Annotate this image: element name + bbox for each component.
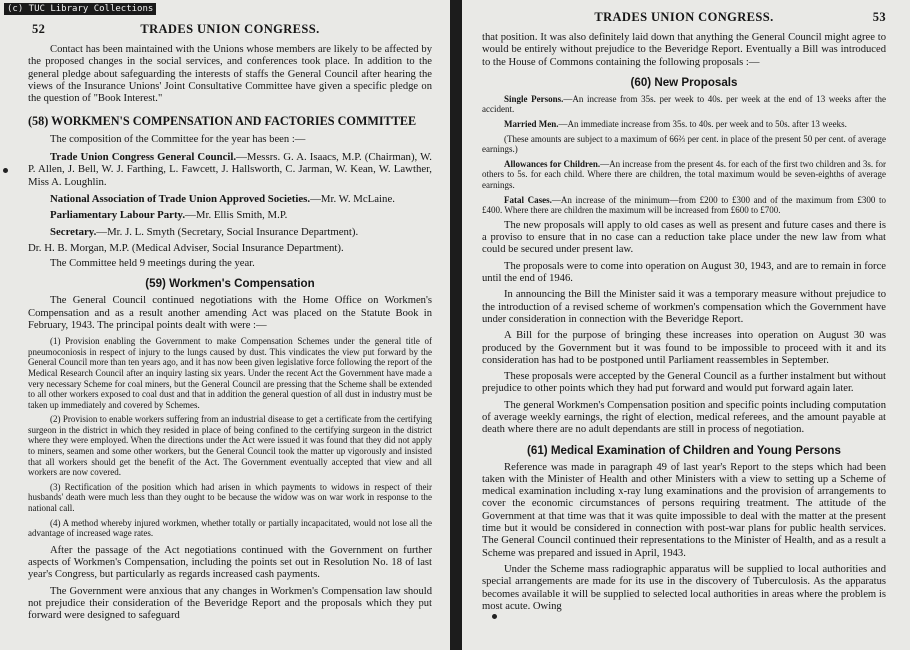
point-3: (3) Rectification of the position which had arisen in which payments to widows in respect of their husbands' death were much less than they ought to be because the widow was on war work in response to the national call.	[28, 481, 432, 514]
print-speck	[492, 614, 497, 619]
reference-paragraph: Reference was made in paragraph 49 of last year's Report to the steps which had been taken with the Minister of Health and other Ministers with a view to setting up a Scheme of medical examination including x-ray lung examinations and the provision of arrangements to cover the economic circumstances of persons requiring treatment. The attitude of the Government at that time was that it was quite impossible to deal with the matter at the present time but it would be considered in connection with post-war plans for public health services. The General Council continued their representations to the Minister of Health, and as a result a Scheme was prepared and issued in April, 1943.	[482, 461, 886, 559]
children-label: Allowances for Children.	[504, 158, 601, 169]
plp-label: Parliamentary Labour Party.	[50, 209, 186, 222]
running-head-title-left: TRADES UNION CONGRESS.	[140, 22, 320, 36]
naos-members: —Mr. W. McLaine.	[310, 192, 395, 205]
tucgc-label: Trade Union Congress General Council.	[50, 150, 237, 163]
continuation-paragraph: that position. It was also definitely laid down that anything the General Council might agree to would be entirely without prejudice to the Beveridge Report. Eventually a Bill was introduced to the House of Commons containing the following proposals :—	[482, 32, 886, 68]
announcing-paragraph: In announcing the Bill the Minister said it was a temporary measure without prejudice to the introduction of a revised scheme of workmen's compensation which the Government have under consideration in connection with the Beveridge Report.	[482, 289, 886, 325]
point-2: (2) Provision to enable workers suffering from an industrial disease to get a certificate from the certifying surgeon in the district in which they resided in place of being confined to the certifying surgeon in the district where they were employed. When the directions under the Act were issued it was found that they did not apply to miners, seamen and some other workers, but the General Council took the matter up vigorously and insisted that all workers should get the benefit of the Act. The Government eventually accepted that view and all workers are now covered.	[28, 414, 432, 478]
point-4: (4) A method whereby injured workmen, whether totally or partially incapacitated, would not lose all the advantage of increased wage rates.	[28, 517, 432, 539]
scheme-paragraph: Under the Scheme mass radiographic apparatus will be supplied to local authorities and special arrangements are made for its use in the discovery of Tuberculosis. As the apparatus becomes available it will be supplied to selected local authorities in areas where the problem is most acute. Owing	[482, 563, 886, 612]
section-60-heading: (60) New Proposals	[630, 75, 738, 89]
secretary-members: —Mr. J. L. Smyth (Secretary, Social Insurance Department).	[96, 225, 359, 238]
accepted-paragraph: These proposals were accepted by the General Council as a further instalment but without prejudice to other points which they had put forward and would put forward again later.	[482, 371, 886, 395]
page-number-left: 52	[32, 22, 46, 36]
composition-line: The composition of the Committee for the year has been :—	[50, 134, 306, 146]
tucgc-members: —Messrs. G. A. Isaacs, M.P. (Chairman), W. P. Allen, J. Bell, W. J. Farthing, L. Fawcett, J. Hallsworth, C. Jarman, W. Kean, W. Lawther, Miss A. Loughlin.	[28, 150, 433, 188]
proposal-children	[482, 159, 886, 191]
single-persons-label: Single Persons.	[504, 93, 564, 104]
member-group-plp	[28, 209, 432, 222]
running-head-left	[28, 22, 432, 38]
secretary-label: Secretary.	[50, 225, 97, 238]
single-persons-text: —An increase from 35s. per week to 40s. per week at the end of 13 weeks after the accident.	[482, 93, 886, 115]
naos-label: National Association of Trade Union Approved Societies.	[50, 192, 311, 205]
section-61-heading: (61) Medical Examination of Children and Young Persons	[527, 443, 841, 457]
married-men-note: (These amounts are subject to a maximum of 66⅔ per cent. in place of the present 50 per cent. of average earnings.)	[482, 133, 886, 155]
section-59-heading: (59) Workmen's Compensation	[145, 277, 315, 291]
right-page	[462, 0, 910, 650]
copyright-watermark: (c) TUC Library Collections	[4, 3, 156, 15]
member-group-secretary	[28, 226, 432, 239]
left-page	[0, 0, 450, 650]
proposal-single-persons	[482, 94, 886, 115]
print-speck	[3, 168, 8, 173]
proposal-married-men	[482, 119, 886, 130]
apply-paragraph: The new proposals will apply to old cases as well as present and future cases and there is a proviso to ensure that in no case can a reduction take place under the new law from what could be secured under present law.	[482, 219, 886, 256]
married-men-text: —An immediate increase from 35s. to 40s. per week and to 50s. after 13 weeks.	[558, 119, 847, 130]
section-58-heading: (58) WORKMEN'S COMPENSATION AND FACTORIES COMMITTEE	[28, 114, 417, 129]
wc-paragraph: The General Council continued negotiations with the Home Office on Workmen's Compensation and as a result another amending Act was placed on the Statute Book in February, 1943. The principal points dealt with were :—	[28, 295, 432, 331]
running-head-title-right: TRADES UNION CONGRESS.	[594, 10, 774, 24]
intro-paragraph: Contact has been maintained with the Unions whose members are likely to be affected by the proposed changes in the social services, and conferences took place. In addition to the general pledge about safeguarding the interests of staffs the General Council after hearing the views of the Insurance Unions' Joint Consultative Committee have given a specific pledge on the question of "Book Interest."	[28, 44, 432, 105]
general-position-paragraph: The general Workmen's Compensation position and specific points including computation of average weekly earnings, the right of election, medical referees, and the amount payable at death where there are no adult dependants are still in process of negotiation.	[482, 399, 886, 436]
point-1: (1) Provision enabling the Government to make Compensation Schemes under the general title of pneumoconiosis in respect of injury to the lungs caused by dust. This vindicates the view put forward by the General Council more than ten years ago, and it has now been given legislative force following the report of the Medical Research Council after an inquiry lasting six years. Under the recent Act the Government have made a very necessary Scheme for coal miners, but the General Council are pressing that the Scheme shall be extended to all other workers exposed to coal dust and that in addition the general question of all dust in industry must be taken up immediately and covered by Schemes.	[28, 336, 432, 410]
proposal-fatal-cases	[482, 195, 886, 216]
fatal-cases-label: Fatal Cases.	[504, 194, 552, 205]
government-anxious-paragraph: The Government were anxious that any changes in Workmen's Compensation law should not prejudice their consideration of the Beveridge Report and the proposals which they put forward were designed to safeguard	[28, 585, 432, 622]
operation-paragraph: The proposals were to come into operation on August 30, 1943, and are to remain in force until the end of 1946.	[482, 260, 886, 285]
page-number-right: 53	[872, 10, 886, 24]
member-group-naos	[28, 193, 432, 206]
fatal-cases-text: —An increase of the minimum—from £200 to £300 and of the maximum from £300 to £400. Where there are children the maximum will be increased from £600 to £700.	[482, 194, 886, 216]
after-act-paragraph: After the passage of the Act negotiations continued with the Government on further aspects of Workmen's Compensation, including the points set out in Resolution No. 18 of last year's Congress, but particularly as regards increased cash payments.	[28, 544, 432, 581]
member-group-tucgc	[28, 151, 432, 189]
bill-paragraph: A Bill for the purpose of bringing these increases into operation on August 30 was produced by the Government but it was found to be impossible to proceed with it and its consideration has had to be postponed until Parliament reassembles in September.	[482, 330, 886, 366]
plp-members: —Mr. Ellis Smith, M.P.	[185, 209, 288, 222]
married-men-label: Married Men.	[504, 119, 559, 130]
running-head-right	[482, 10, 886, 26]
medical-adviser-line: Dr. H. B. Morgan, M.P. (Medical Adviser, Social Insurance Department).	[28, 242, 344, 255]
children-text: —An increase from the present 4s. for each of the first two children and 3s. for others to 5s. for each child. Where there are children, the total maximum would be seven-eighths of average earnings.	[482, 158, 887, 191]
meetings-line: The Committee held 9 meetings during the year.	[50, 257, 255, 269]
